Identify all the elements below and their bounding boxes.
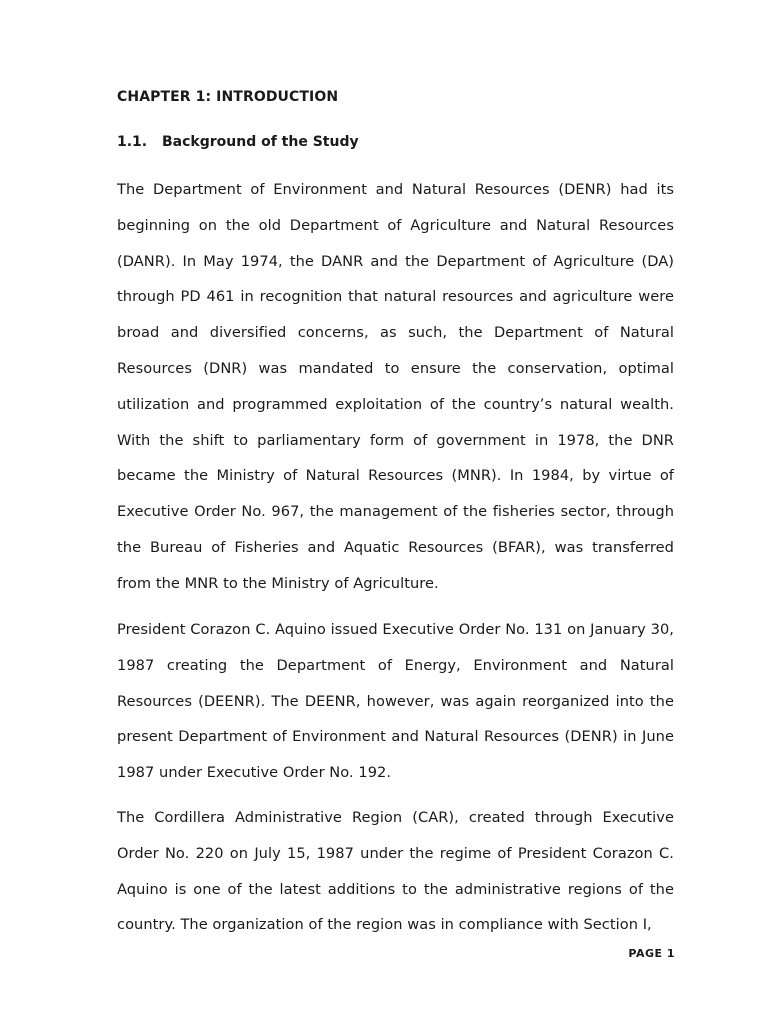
page-number: PAGE 1 (628, 947, 675, 960)
section-heading (117, 134, 359, 150)
paragraph-car-region: The Cordillera Administrative Region (CAR), created through Executive Order No. 220 on July 15, 1987 under the regime of President Corazon C. Aquino is one of the latest additions to the administrative regions of the country. The organization of the region was in compliance with Section I, (117, 809, 674, 934)
paragraph-aquino-order: President Corazon C. Aquino issued Executive Order No. 131 on January 30, 1987 creating the Department of Energy, Environment and Natural Resources (DEENR). The DEENR, however, was again reorganized into the present Department of Environment and Natural Resources (DENR) in June 1987 under Executive Order No. 192. (117, 621, 674, 782)
section-number: 1.1. (117, 134, 148, 150)
paragraph-denr-history: The Department of Environment and Natural Resources (DENR) had its beginning on the old Department of Agriculture and Natural Resources (DANR). In May 1974, the DANR and the Department of Agriculture (DA) through PD 461 in recognition that natural resources and agriculture were broad and diversified concerns, as such, the Department of Natural Resources (DNR) was mandated to ensure the conservation, optimal utilization and programmed exploitation of the country’s natural wealth. With the shift to parliamentary form of government in 1978, the DNR became the Ministry of Natural Resources (MNR). In 1984, by virtue of Executive Order No. 967, the management of the fisheries sector, through the Bureau of Fisheries and Aquatic Resources (BFAR), was transferred from the MNR to the Ministry of Agriculture. (117, 181, 674, 592)
section-title: Background of the Study (162, 134, 359, 150)
chapter-heading: CHAPTER 1: INTRODUCTION (117, 89, 339, 105)
